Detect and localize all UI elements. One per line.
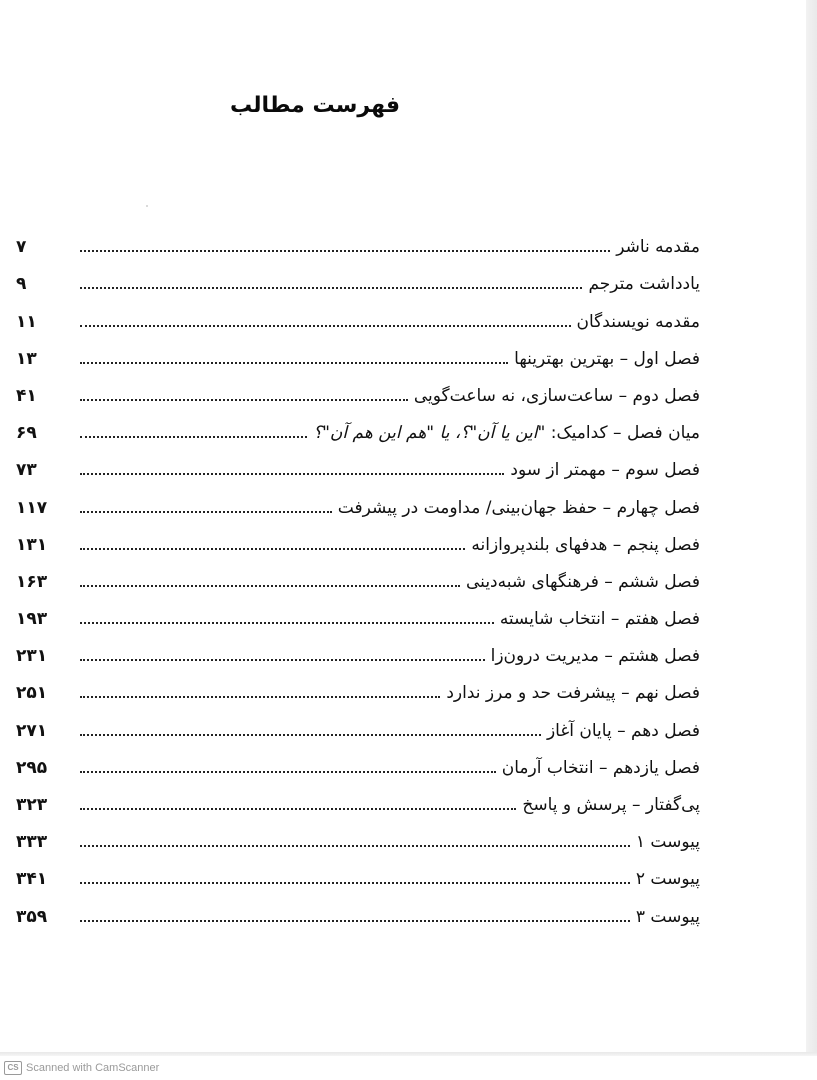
toc-page-number: ۷۳ <box>16 460 37 481</box>
dot-leader <box>80 473 504 475</box>
toc-page-number: ۱۱۷ <box>16 497 48 518</box>
toc-entry <box>14 747 700 784</box>
toc-entry <box>14 449 700 486</box>
toc-entry <box>14 598 700 635</box>
toc-entry <box>14 895 700 932</box>
toc-title: فصل ششم – فرهنگهای شبه‌دینی <box>466 571 700 592</box>
toc-entry <box>14 486 700 523</box>
dot-leader <box>80 287 582 289</box>
camscanner-logo-icon: CS <box>4 1061 22 1075</box>
dot-leader <box>80 548 465 550</box>
toc-page-number: ۱۹۳ <box>16 609 48 630</box>
toc-page-number: ۱۳۱ <box>16 534 48 555</box>
toc-title: مقدمه نویسندگان <box>576 311 700 332</box>
toc-page-number: ۷ <box>16 237 27 258</box>
dot-leader <box>80 882 630 884</box>
dot-leader <box>80 362 508 364</box>
toc-page-number: ۶۹ <box>16 423 37 444</box>
toc-title: فصل دهم – پایان آغاز <box>546 720 700 741</box>
toc-entry <box>14 375 700 412</box>
toc-title: پیوست ۱ <box>635 832 700 853</box>
toc-entry <box>14 300 700 337</box>
watermark-text: Scanned with CamScanner <box>26 1062 160 1074</box>
toc-entry <box>14 821 700 858</box>
dot-leader <box>80 436 307 438</box>
toc-page-number: ۲۹۵ <box>16 757 48 778</box>
toc-title: پیوست ۲ <box>635 869 700 890</box>
page-bottom-edge <box>0 1052 817 1056</box>
toc-title: فصل هفتم – انتخاب شایسته <box>499 609 700 630</box>
toc-entry <box>14 412 700 449</box>
toc-title <box>313 423 700 443</box>
toc-entry <box>14 672 700 709</box>
toc-page-number: ۳۲۳ <box>16 795 48 815</box>
dot-leader <box>80 696 440 698</box>
dot-leader <box>80 250 610 252</box>
dot-leader <box>80 325 571 327</box>
page-title: فهرست مطالب <box>229 92 400 118</box>
toc-title: مقدمه ناشر <box>616 237 700 258</box>
toc-entry <box>14 524 700 561</box>
toc-title: فصل اول – بهترین بهترینها <box>514 348 700 369</box>
toc-title: فصل پنجم – هدفهای بلندپروازانه <box>471 534 700 555</box>
dot-leader <box>80 399 408 401</box>
toc-entry <box>14 226 700 263</box>
dot-leader <box>80 585 460 587</box>
toc-title: فصل هشتم – مدیریت درون‌زا <box>490 646 700 667</box>
toc-title: فصل دوم – ساعت‌سازی، نه ساعت‌گویی <box>413 385 700 406</box>
toc-entry <box>14 561 700 598</box>
toc-page-number: ۴۱ <box>16 385 37 406</box>
toc-page-number: ۱۶۳ <box>16 571 48 592</box>
toc-page-number: ۲۷۱ <box>16 720 48 741</box>
dot-leader <box>80 659 485 661</box>
dot-leader <box>80 920 630 922</box>
toc-page-number: ۲۵۱ <box>16 683 48 704</box>
toc-entry <box>14 338 700 375</box>
table-of-contents <box>14 226 700 933</box>
toc-title: فصل چهارم – حفظ جهان‌بینی/ مداومت در پیشرفت <box>337 497 700 518</box>
toc-title: فصل یازدهم – انتخاب آرمان <box>501 757 700 778</box>
dot-leader <box>80 845 630 847</box>
toc-page-number: ۳۴۱ <box>16 869 48 890</box>
page-right-edge <box>806 0 817 1056</box>
toc-entry <box>14 635 700 672</box>
toc-entry <box>14 784 700 821</box>
toc-page-number: ۳۵۹ <box>16 906 48 927</box>
dot-leader <box>80 771 496 773</box>
dot-leader <box>80 622 494 624</box>
toc-title: یادداشت مترجم <box>588 274 700 295</box>
toc-page-number: ۱۳ <box>16 348 37 369</box>
toc-title: پی‌گفتار – پرسش و پاسخ <box>522 795 700 815</box>
toc-entry <box>14 263 700 300</box>
toc-entry <box>14 858 700 895</box>
toc-page-number: ۱۱ <box>16 311 37 332</box>
toc-title-italic: "این یا آن"؟، یا "هم این هم آن"؟ <box>313 423 546 444</box>
toc-title: پیوست ۳ <box>635 906 700 927</box>
toc-title: فصل سوم – مهمتر از سود <box>510 460 700 481</box>
dot-leader <box>80 511 332 513</box>
scan-speck <box>146 205 148 207</box>
scanner-watermark <box>4 1061 159 1075</box>
toc-entry <box>14 709 700 746</box>
dot-leader <box>80 808 516 810</box>
dot-leader <box>80 734 541 736</box>
toc-page-number: ۲۳۱ <box>16 646 48 667</box>
toc-page-number: ۳۳۳ <box>16 832 48 853</box>
toc-page-number: ۹ <box>16 274 27 295</box>
toc-title-lead: میان فصل – کدامیک: <box>545 423 700 444</box>
toc-title: فصل نهم – پیشرفت حد و مرز ندارد <box>446 683 700 704</box>
